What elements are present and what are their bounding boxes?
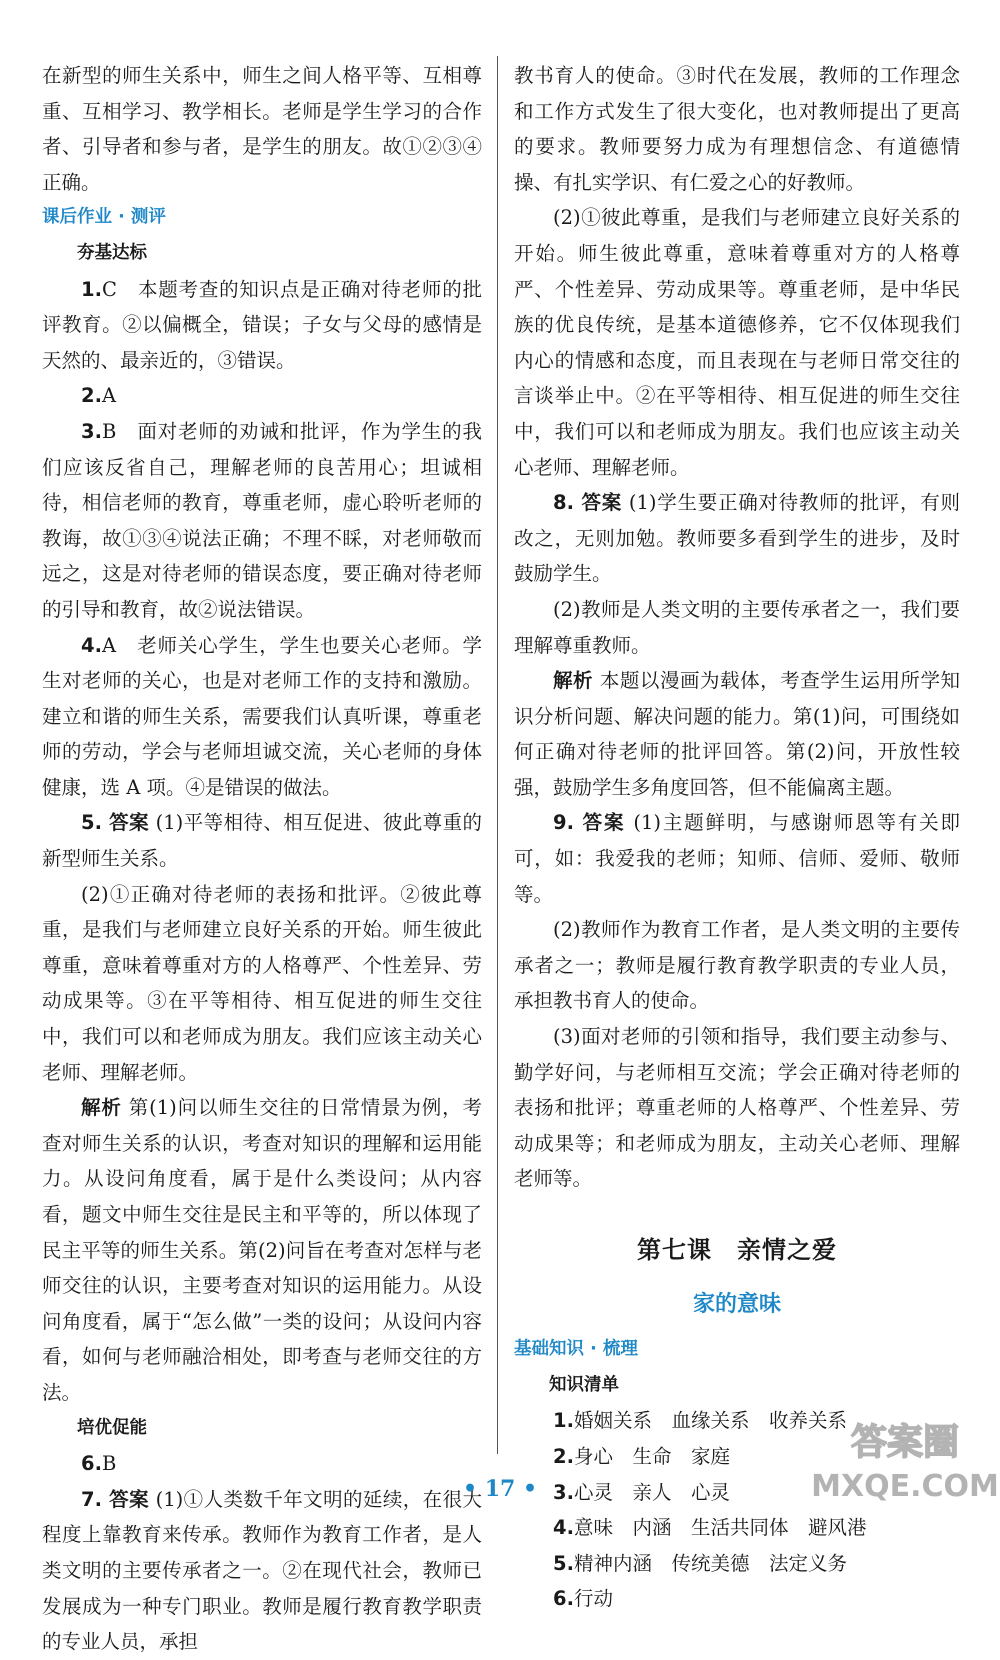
list-item <box>514 1510 960 1546</box>
subsection-advanced: 培优促能 <box>77 1417 147 1438</box>
left-column <box>42 58 482 1660</box>
section-title-homework: 课后作业 · 测评 <box>42 207 166 228</box>
intro-paragraph: 在新型的师生关系中，师生之间人格平等、互相尊重、互相学习、教学相长。老师是学生学习的合作者、引导者和参与者，是学生的朋友。故①②③④正确。 <box>42 64 482 194</box>
item-number: 5. <box>553 1551 574 1575</box>
question-number: 1. <box>81 277 102 301</box>
answer-text: (1)学生要正确对待教师的批评，有则改之，无则加勉。教师要多看到学生的进步，及时鼓励学生。 <box>514 491 961 586</box>
subsection-basic: 夯基达标 <box>77 242 147 263</box>
watermark-logo <box>810 1408 1000 1508</box>
analysis-text: 本题以漫画为载体，考查学生运用所学知识分析问题、解决问题的能力。第(1)问，可围绕如何正确对待老师的批评回答。第(2)问，开放性较强，鼓励学生多角度回答，但不能偏离主题。 <box>514 669 960 799</box>
item-number: 4. <box>553 1516 574 1540</box>
question-number: 2. <box>81 384 102 408</box>
knowledge-list-title: 知识清单 <box>549 1374 619 1395</box>
item-text: 意味 内涵 生活共同体 避风港 <box>573 1516 867 1540</box>
question-5-part-1 <box>42 805 482 876</box>
item-text: 行动 <box>573 1587 613 1611</box>
item-number: 1. <box>553 1409 574 1433</box>
item-text: 精神内涵 传统美德 法定义务 <box>573 1551 847 1575</box>
question-7-part-2: (2)①彼此尊重，是我们与老师建立良好关系的开始。师生彼此尊重，意味着尊重对方的人格尊严、个性差异、劳动成果等。尊重老师，是中华民族的优良传统，是基本道德修养，它不仅体现我们内心的情感和态度，而且表现在与老师日常交往的言谈举止中。②在平等相待、相互促进的师生交往中，我们可以和老师成为朋友。我们也应该主动关心老师、理解老师。 <box>514 206 960 479</box>
answer-text: (1)平等相待、相互促进、彼此尊重的新型师生关系。 <box>42 811 483 871</box>
watermark-bottom-text: MXQE.COM <box>811 1469 999 1504</box>
question-7-continued: 教书育人的使命。③时代在发展，教师的工作理念和工作方式发生了很大变化，也对教师提出了更高的要求。教师要努力成为有理想信念、有道德情操、有扎实学识、有仁爱之心的好教师。 <box>514 64 960 194</box>
question-number: 4. <box>81 633 102 657</box>
question-8-part-1 <box>514 485 960 592</box>
item-number: 3. <box>553 1480 574 1504</box>
analysis-text: 第(1)问以师生交往的日常情景为例，考查对师生关系的认识，考查对知识的理解和运用能力。从设问角度看，属于是什么类设问；从内容看，题文中师生交往是民主和平等的，所以体现了民主平等的师生关系。第(2)问旨在考查对怎样与老师交往的认识，主要考查对知识的运用能力。从设问角度看，属于“怎么做”一类的设问；从设问内容看，如何与老师融洽相处，即考查与老师交往的方法。 <box>42 1096 482 1404</box>
question-2 <box>42 378 482 414</box>
question-9-part-3: (3)面对老师的引领和指导，我们要主动参与、勤学好问，与老师相互交流；学会正确对待老师的表扬和批评；尊重老师的人格尊严、个性差异、劳动成果等；和老师成为朋友，主动关心老师、理解老师等。 <box>514 1025 960 1191</box>
question-text: C 本题考查的知识点是正确对待老师的批评教育。②以偏概全，错误；子女与父母的感情是天然的、最亲近的，③错误。 <box>42 277 482 372</box>
watermark-top-text: 答案圈 <box>850 1422 960 1463</box>
answer-text: (1)①人类数千年文明的延续，在很大程度上靠教育来传承。教师作为教育工作者，是人类文明的主要传承者之一。②在现代社会，教师已发展成为一种专门职业。教师是履行教育教学职责的专业人员，承担 <box>42 1487 483 1654</box>
question-9-part-2: (2)教师作为教育工作者，是人类文明的主要传承者之一；教师是履行教育教学职责的专业人员，承担教书育人的使命。 <box>514 918 960 1013</box>
question-8-part-2: (2)教师是人类文明的主要传承者之一，我们要理解尊重教师。 <box>514 597 960 657</box>
item-number: 2. <box>553 1444 574 1468</box>
lesson-title: 第七课 亲情之爱 <box>637 1236 837 1264</box>
answer-label: 7. 答案 <box>81 1487 150 1511</box>
item-text: 身心 生命 家庭 <box>573 1444 730 1468</box>
answer-label: 8. 答案 <box>553 491 622 515</box>
question-text: A <box>101 384 117 408</box>
answer-label: 5. 答案 <box>81 811 150 835</box>
question-number: 3. <box>81 419 102 443</box>
question-text: B <box>101 1452 117 1476</box>
question-8-analysis <box>514 663 960 805</box>
basic-knowledge-title: 基础知识 · 梳理 <box>514 1339 638 1360</box>
page-number: • 17 • <box>462 1476 538 1502</box>
analysis-label: 解析 <box>81 1096 122 1120</box>
question-1 <box>42 272 482 379</box>
question-number: 6. <box>81 1452 102 1476</box>
list-item <box>514 1581 960 1617</box>
question-3 <box>42 414 482 628</box>
question-4 <box>42 628 482 806</box>
question-5-analysis <box>42 1090 482 1410</box>
right-column <box>514 58 960 1617</box>
question-text: B 面对老师的劝诫和批评，作为学生的我们应该反省自己，理解老师的良苦用心；坦诚相待，相信老师的教育，尊重老师，虚心聆听老师的教诲，故①③④说法正确；不理不睬，对老师敬而远之，这是对待老师的错误态度，要正确对待老师的引导和教育，故②说法错误。 <box>42 419 482 621</box>
item-text: 心灵 亲人 心灵 <box>573 1480 730 1504</box>
section-title-home: 家的意味 <box>692 1291 781 1317</box>
question-9-part-1 <box>514 805 960 912</box>
item-number: 6. <box>553 1587 574 1611</box>
question-7-part-1 <box>42 1482 482 1660</box>
question-5-part-2: (2)①正确对待老师的表扬和批评。②彼此尊重，是我们与老师建立良好关系的开始。师生彼此尊重，意味着尊重对方的人格尊严、个性差异、劳动成果等。③在平等相待、相互促进的师生交往中，我们可以和老师成为朋友。我们应该主动关心老师、理解老师。 <box>42 882 482 1084</box>
question-text: A 老师关心学生，学生也要关心老师。学生对老师的关心，也是对老师工作的支持和激励。建立和谐的师生关系，需要我们认真听课，尊重老师的劳动，学会与老师坦诚交流，关心老师的身体健康，选 A 项。④是错误的做法。 <box>42 633 482 799</box>
analysis-label: 解析 <box>553 669 594 693</box>
answer-text: (1)主题鲜明，与感谢师恩等有关即可，如：我爱我的老师；知师、信师、爱师、敬师等。 <box>514 811 961 906</box>
list-item <box>514 1546 960 1582</box>
answer-label: 9. 答案 <box>553 811 626 835</box>
item-text: 婚姻关系 血缘关系 收养关系 <box>573 1409 847 1433</box>
column-divider <box>497 56 498 1454</box>
